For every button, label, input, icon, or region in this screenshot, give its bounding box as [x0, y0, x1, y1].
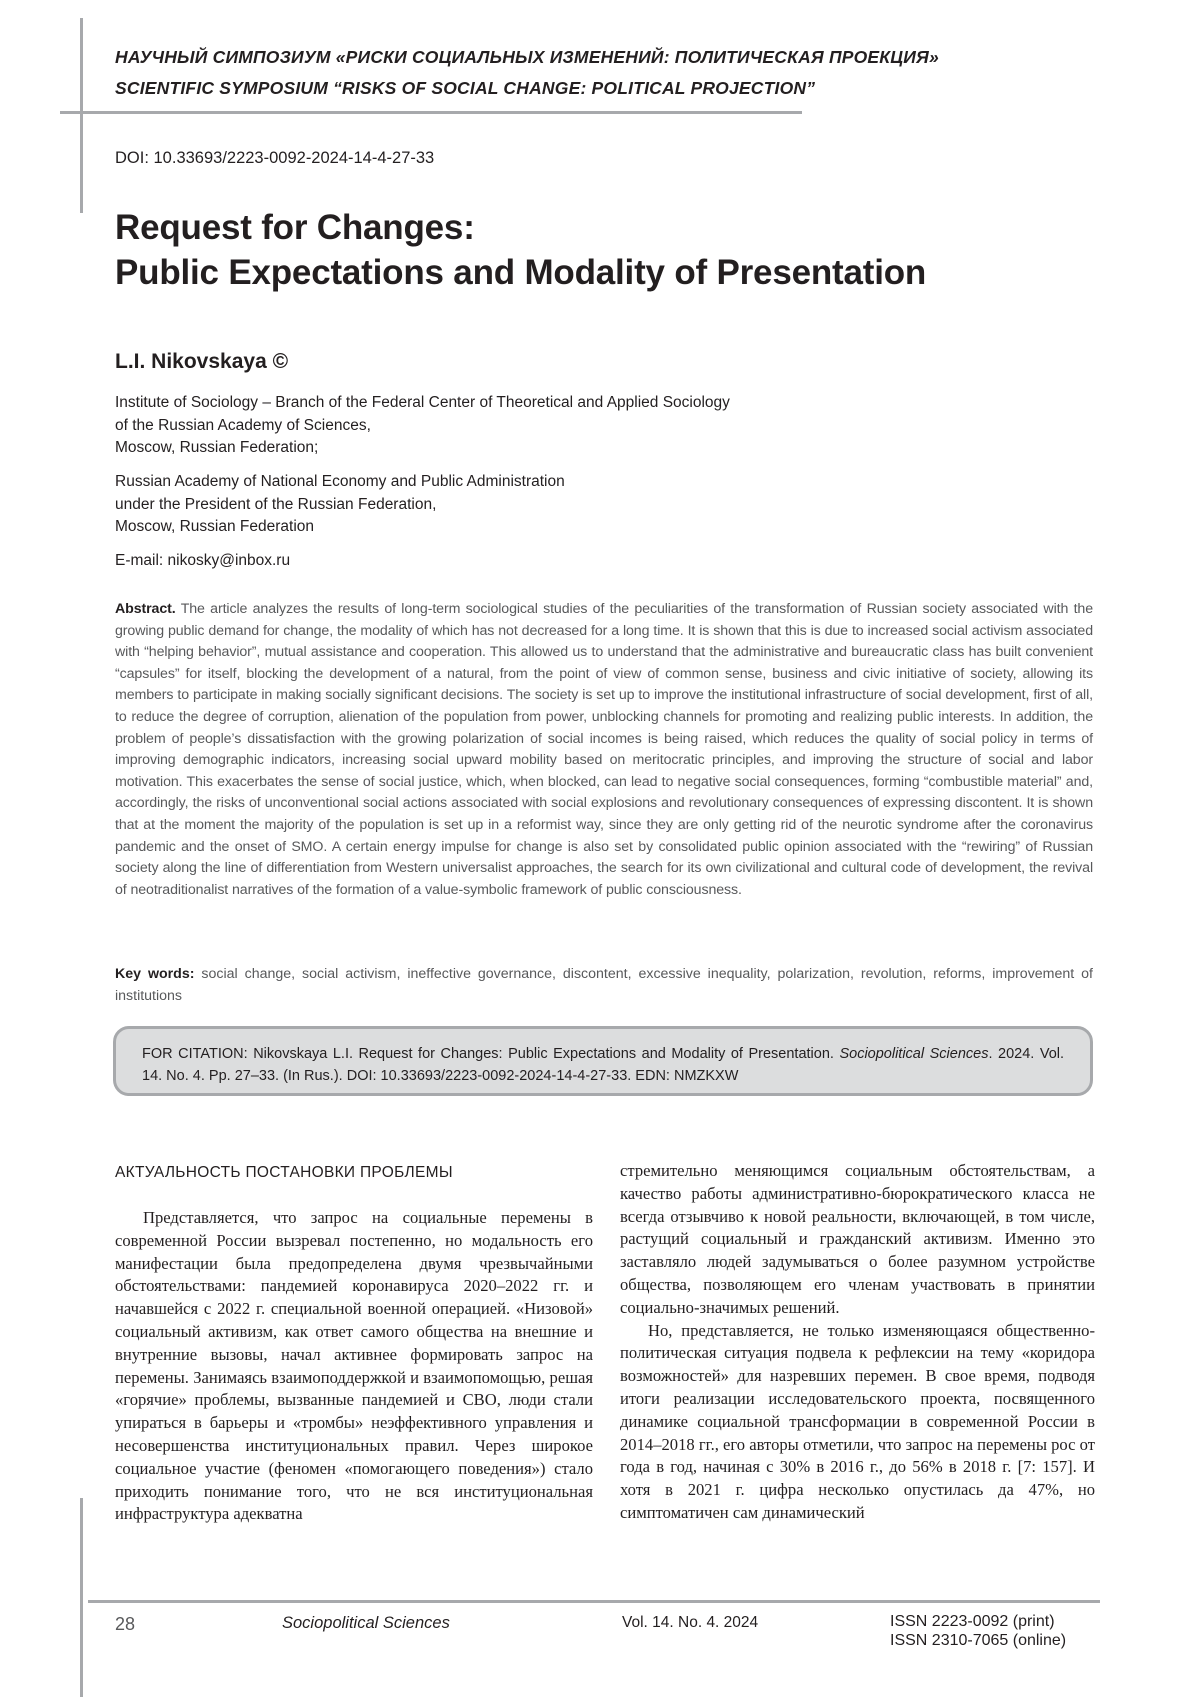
affiliation-2-line-2: under the President of the Russian Federation,: [115, 494, 835, 517]
running-header-russian: НАУЧНЫЙ СИМПОЗИУМ «РИСКИ СОЦИАЛЬНЫХ ИЗМЕНЕНИЙ: ПОЛИТИЧЕСКАЯ ПРОЕКЦИЯ»: [115, 47, 939, 68]
author-name: L.I. Nikovskaya ©: [115, 350, 288, 374]
article-title: [115, 205, 926, 295]
affiliation-1-line-3: Moscow, Russian Federation;: [115, 437, 835, 460]
keywords: [115, 964, 1093, 1007]
issn-print: ISSN 2223-0092 (print): [890, 1612, 1066, 1631]
affiliation-1-line-1: Institute of Sociology – Branch of the Federal Center of Theoretical and Applied Sociology: [115, 392, 835, 415]
footer-volume: Vol. 14. No. 4. 2024: [622, 1614, 758, 1632]
citation-journal: Sociopolitical Sciences: [839, 1046, 988, 1062]
body-column-left: [115, 1207, 593, 1526]
article-title-line-1: Request for Changes:: [115, 205, 926, 250]
author-email: E-mail: nikosky@inbox.ru: [115, 552, 290, 570]
body-paragraph: стремительно меняющимся социальным обстоятельствам, а качество работы административно-бюрократического класса не всегда отзывчиво к новой реальности, включающей, в том числе, растущий социальный и гражданский активизм. Именно это заставляло людей задумываться о более разумном устройстве общества, позволяющем его членам участвовать в принятии социально-значимых решений.: [620, 1160, 1095, 1320]
keywords-text: social change, social activism, ineffective governance, discontent, excessive inequality, polarization, revolution, reforms, improvement of institutions: [115, 966, 1093, 1004]
affiliation-1-line-2: of the Russian Academy of Sciences,: [115, 415, 835, 438]
footer-rule: [88, 1600, 1100, 1603]
doi: DOI: 10.33693/2223-0092-2024-14-4-27-33: [115, 149, 434, 168]
affiliation-1: [115, 392, 835, 460]
affiliation-2-line-3: Moscow, Russian Federation: [115, 516, 835, 539]
affiliation-2: [115, 471, 835, 539]
abstract-text: The article analyzes the results of long-term sociological studies of the peculiarities of the transformation of Russian society associated with the growing public demand for change, the modality of which has not decreased for a long time. It is shown that this is due to increased social activism associated with “helping behavior”, mutual assistance and cooperation. This allowed us to understand that the administrative and bureaucratic class has built convenient “capsules” for itself, blocking the development of a natural, from the point of view of common sense, business and civic initiative of society, allowing its members to participate in making socially significant decisions. The society is set up to improve the institutional infrastructure of social development, first of all, to reduce the degree of corruption, alienation of the population from power, unblocking channels for promoting and realizing public interests. In addition, the problem of people’s dissatisfaction with the growing polarization of social incomes is being raised, which reduces the quality of social policy in terms of improving demographic indicators, increasing social upward mobility based on meritocratic principles, and improving the structure of social and labor motivation. This exacerbates the sense of social justice, which, when blocked, can lead to negative social consequences, forming “combustible material” and, accordingly, the risks of unconventional social actions associated with social explosions and revolutionary consequences of expressing discontent. It is shown that at the moment the majority of the population is set up in a reformist way, since they are only getting rid of the neurotic syndrome after the coronavirus pandemic and the onset of SMO. A certain energy impulse for change is also set by consolidated public opinion associated with the “rewiring” of Russian society along the line of differentiation from Western universalist approaches, the search for its own civilizational and cultural code of development, the revival of neotraditionalist narratives of the formation of a value-symbolic framework of public consciousness.: [115, 601, 1093, 898]
affiliation-2-line-1: Russian Academy of National Economy and Public Administration: [115, 471, 835, 494]
keywords-label: Key words:: [115, 966, 194, 982]
page-number: 28: [115, 1614, 135, 1635]
abstract: [115, 599, 1093, 901]
section-heading: АКТУАЛЬНОСТЬ ПОСТАНОВКИ ПРОБЛЕМЫ: [115, 1164, 453, 1182]
body-paragraph: Но, представляется, не только изменяющаяся общественно-политическая ситуация подвела к рефлексии на тему «коридора возможностей» для назревших перемен. В свое время, подводя итоги реализации исследовательского проекта, посвященного динамике социальной трансформации в современной России в 2014–2018 гг., его авторы отметили, что запрос на перемены рос от года в год, начиная с 30% в 2016 г., до 56% в 2018 г. [7: 157]. И хотя в 2021 г. цифра несколько опустилась да 47%, но симптоматичен сам динамический: [620, 1320, 1095, 1525]
citation-box: [113, 1026, 1093, 1096]
citation-details: . 2024. Vol. 14. No. 4. Pp. 27–33. (In Rus.). DOI: 10.33693/2223-0092-2024-14-4-27-33. EDN: NMZKXW: [142, 1046, 1064, 1084]
top-left-vertical-rule: [80, 18, 83, 213]
body-column-right: [620, 1160, 1095, 1525]
article-title-line-2: Public Expectations and Modality of Presentation: [115, 250, 926, 295]
header-rule: [60, 111, 802, 114]
citation-text: FOR CITATION: Nikovskaya L.I. Request for Changes: Public Expectations and Modality of Presentation.: [142, 1046, 834, 1062]
footer-issn: [890, 1612, 1066, 1650]
running-header-english: SCIENTIFIC SYMPOSIUM “RISKS OF SOCIAL CHANGE: POLITICAL PROJECTION”: [115, 78, 815, 99]
bottom-left-vertical-rule: [80, 1498, 83, 1697]
abstract-label: Abstract.: [115, 601, 176, 617]
footer-journal-name: Sociopolitical Sciences: [282, 1614, 450, 1633]
body-paragraph: Представляется, что запрос на социальные перемены в современной России вызревал постепенно, но модальность его манифестации была предопределена двумя чрезвычайными обстоятельствами: пандемией коронавируса 2020–2022 гг. и начавшейся с 2022 г. специальной военной операцией. «Низовой» социальный активизм, как ответ самого общества на внешние и внутренние вызовы, начал активнее формировать запрос на перемены. Занимаясь взаимоподдержкой и взаимопомощью, решая «горячие» проблемы, вызванные пандемией и СВО, люди стали упираться в барьеры и «тромбы» неэффективного управления и несовершенства институциональных правил. Через широкое социальное участие (феномен «помогающего поведения») стало приходить понимание того, что не вся институциональная инфраструктура адекватна: [115, 1207, 593, 1526]
issn-online: ISSN 2310-7065 (online): [890, 1631, 1066, 1650]
